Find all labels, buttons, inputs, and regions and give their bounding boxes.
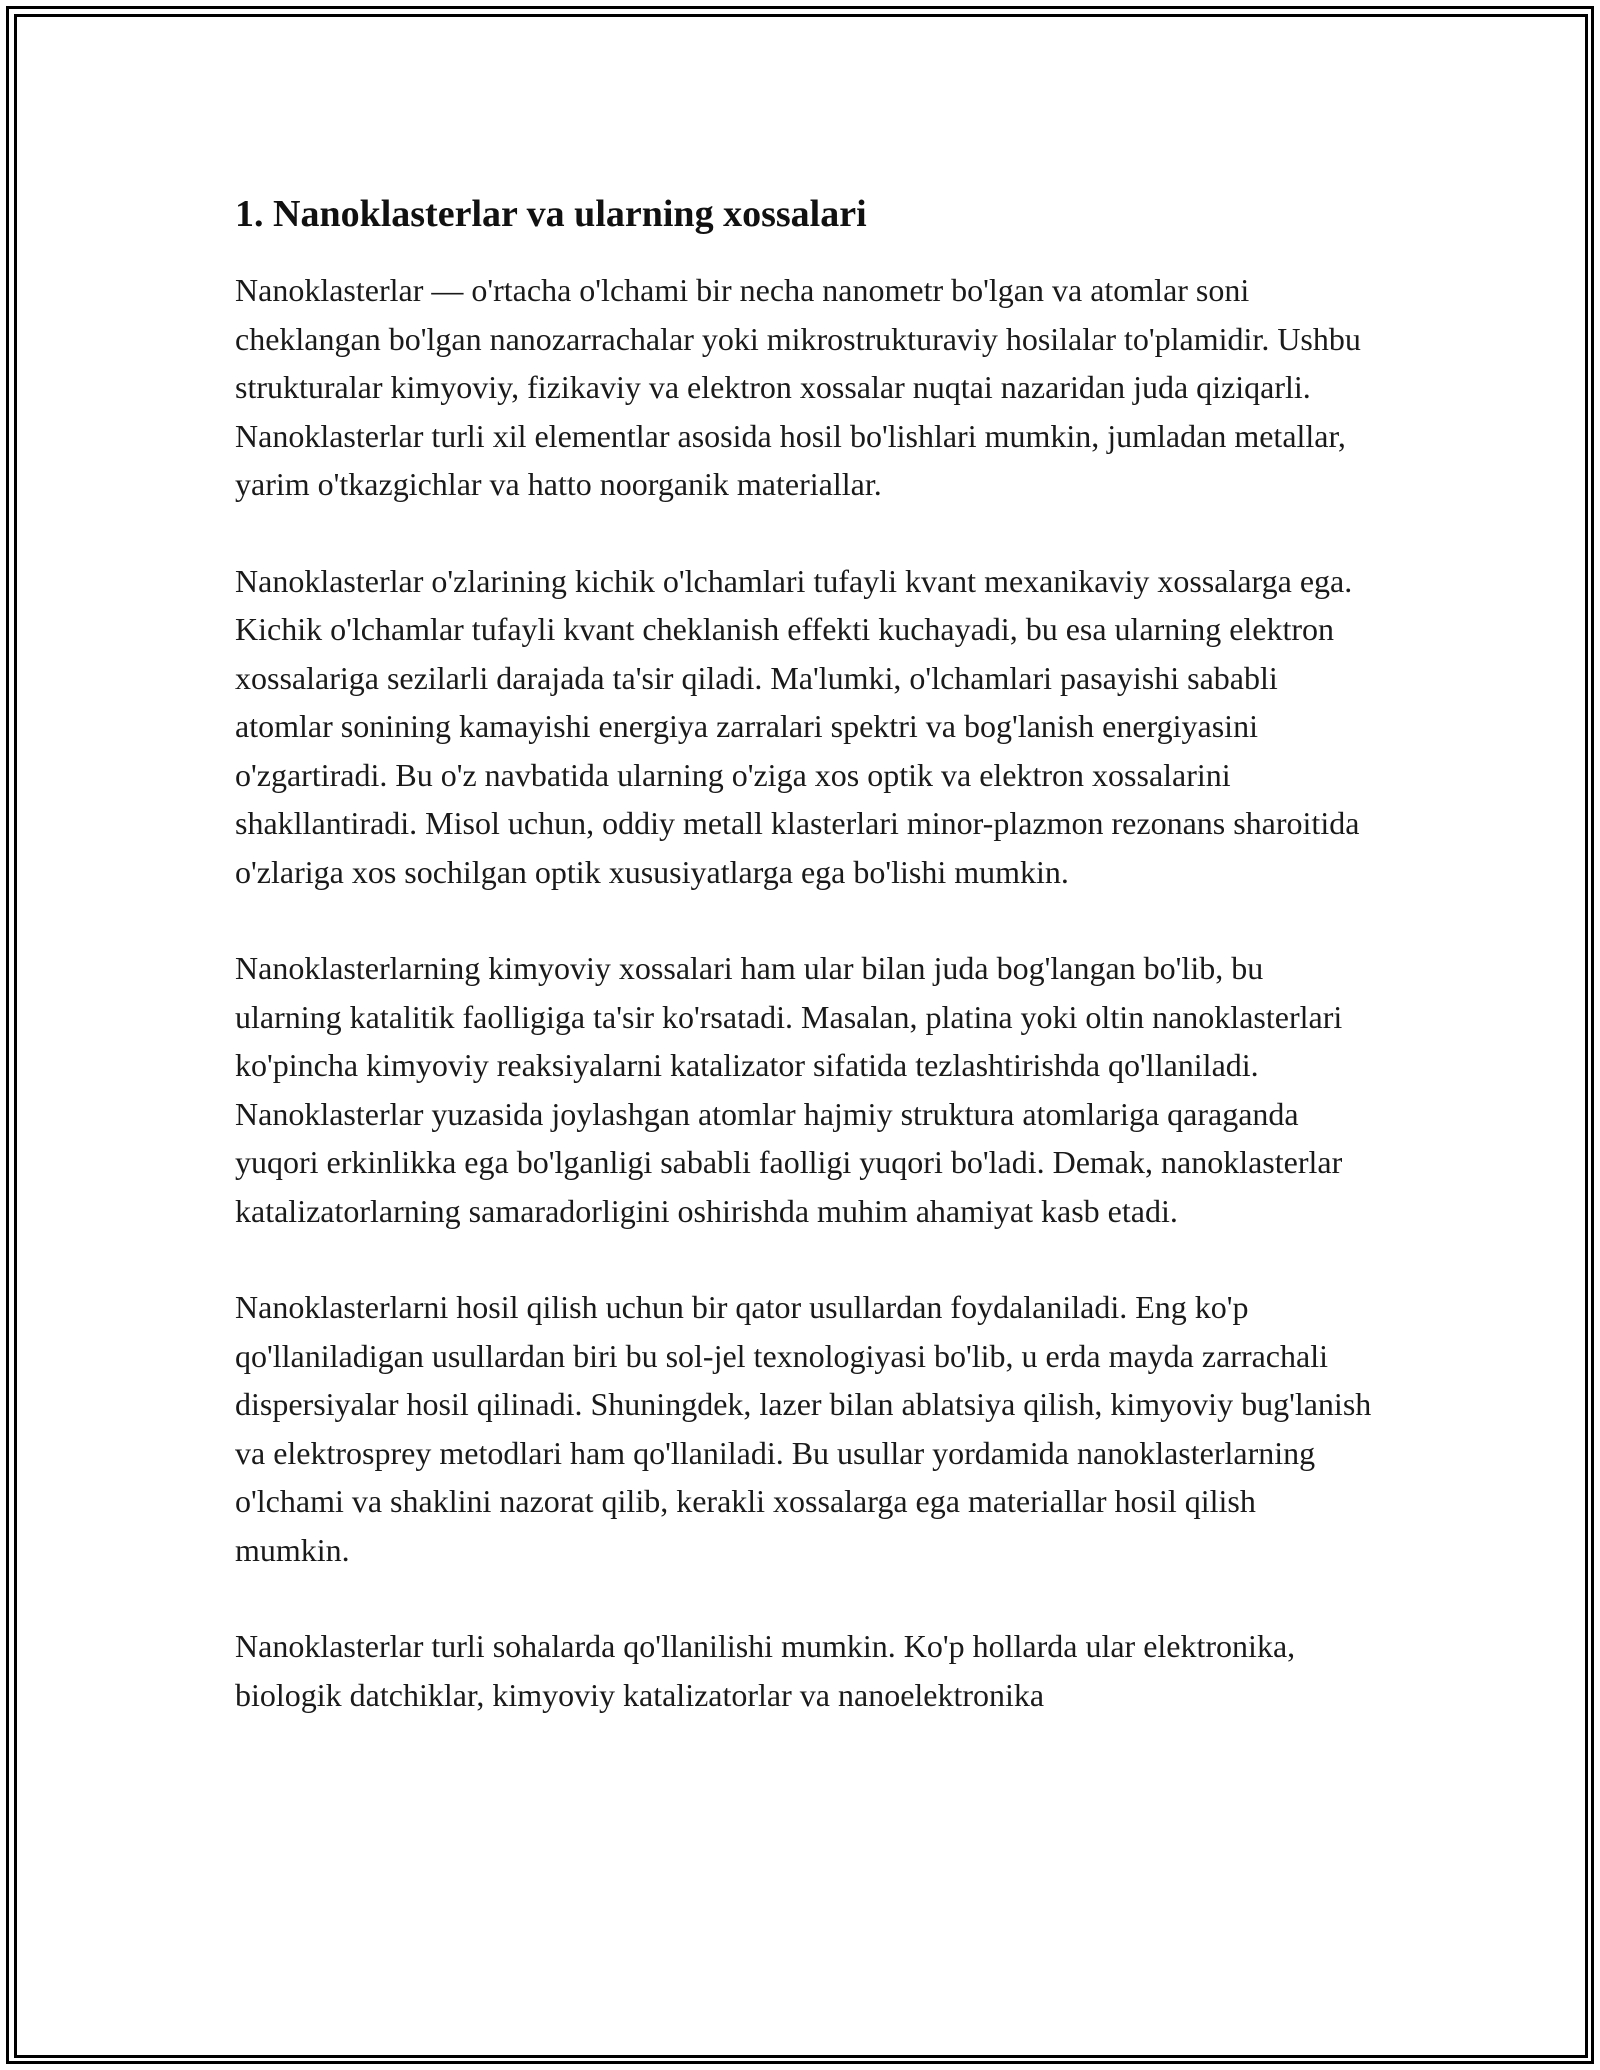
section-heading: 1. Nanoklasterlar va ularning xossalari bbox=[235, 193, 867, 235]
paragraph-2: Nanoklasterlar o'zlarining kichik o'lchamlari tufayli kvant mexanikaviy xossalarga ega. Kichik o'lchamlar tufayli kvant cheklanish effekti kuchayadi, bu esa ularning elektron xossalariga sezilarli darajada ta'sir qiladi. Ma'lumki, o'lchamlari pasayishi sababli atomlar sonining kamayishi energiya zarralari spektri va bog'lanish energiyasini o'zgartiradi. Bu o'z navbatida ularning o'ziga xos optik va elektron xossalarini shakllantiradi. Misol uchun, oddiy metall klasterlari minor-plazmon rezonans sharoitida o'zlariga xos sochilgan optik xususiyatlarga ega bo'lishi mumkin. bbox=[235, 562, 1360, 890]
paragraph-1: Nanoklasterlar — o'rtacha o'lchami bir necha nanometr bo'lgan va atomlar soni cheklangan bo'lgan nanozarrachalar yoki mikrostrukturaviy hosilalar to'plamidir. Ushbu strukturalar kimyoviy, fizikaviy va elektron xossalar nuqtai nazaridan juda qiziqarli. Nanoklasterlar turli xil elementlar asosida hosil bo'lishlari mumkin, jumladan metallar, yarim o'tkazgichlar va hatto noorganik materiallar. bbox=[235, 272, 1361, 502]
paragraph-4: Nanoklasterlarni hosil qilish uchun bir qator usullardan foydalaniladi. Eng ko'p qo'llaniladigan usullardan biri bu sol-jel texnologiyasi bo'lib, u erda mayda zarrachali dispersiyalar hosil qilinadi. Shuningdek, lazer bilan ablatsiya qilish, kimyoviy bug'lanish va elektrosprey metodlari ham qo'llaniladi. Bu usullar yordamida nanoklasterlarning o'lchami va shaklini nazorat qilib, kerakli xossalarga ega materiallar hosil qilish mumkin. bbox=[235, 1289, 1372, 1568]
document-body bbox=[235, 184, 1375, 1767]
paragraph-3: Nanoklasterlarning kimyoviy xossalari ham ular bilan juda bog'langan bo'lib, bu ularning katalitik faolligiga ta'sir ko'rsatadi. Masalan, platina yoki oltin nanoklasterlari ko'pincha kimyoviy reaksiyalarni katalizator sifatida tezlashtirishda qo'llaniladi. Nanoklasterlar yuzasida joylashgan atomlar hajmiy struktura atomlariga qaraganda yuqori erkinlikka ega bo'lganligi sababli faolligi yuqori bo'ladi. Demak, nanoklasterlar katalizatorlarning samaradorligini oshirishda muhim ahamiyat kasb etadi. bbox=[235, 950, 1343, 1229]
paragraph-5: Nanoklasterlar turli sohalarda qo'llanilishi mumkin. Ko'p hollarda ular elektronika, biologik datchiklar, kimyoviy katalizatorlar va nanoelektronika bbox=[235, 1628, 1296, 1713]
